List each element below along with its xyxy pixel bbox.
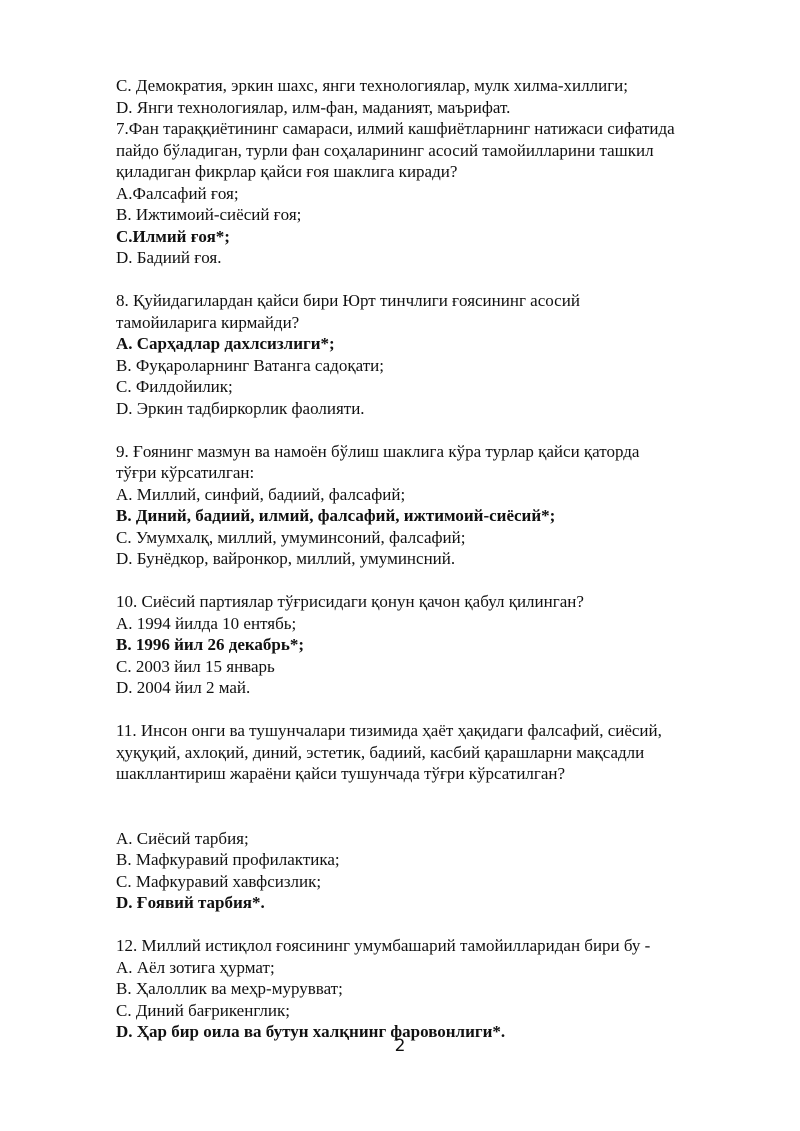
spacer [116,914,736,936]
question-line: 12. Миллий истиқлол ғоясининг умумбашарий тамойилларидан бири бу - [116,936,651,955]
correct-answer-line: B. Диний, бадиий, илмий, фалсафий, ижтимоий-сиёсий*; [116,506,556,525]
option-line: B. Ижтимоий-сиёсий ғоя; [116,205,302,224]
spacer [116,570,736,592]
option-line: D. 2004 йил 2 май. [116,678,251,697]
question-line: қиладиган фикрлар қайси ғоя шаклига киради? [116,162,458,181]
question-line: тўғри кўрсатилган: [116,463,255,482]
option-line: A.Фалсафий ғоя; [116,183,239,203]
question-line: 9. Ғоянинг мазмун ва намоён бўлиш шаклига кўра турлар қайси қаторда [116,441,640,461]
question-line: ҳуқуқий, ахлоқий, диний, эстетик, бадиий, касбий қарашларни мақсадли [116,742,645,762]
option-line: D. Бунёдкор, вайронкор, миллий, умуминсний. [116,549,456,568]
option-line: A. Миллий, синфий, бадиий, фалсафий; [116,484,406,504]
option-line: D. Эркин тадбиркорлик фаолияти. [116,398,365,418]
option-line: C. Демократия, эркин шахс, янги технологиялар, мулк хилма-хиллиги; [116,76,629,95]
option-line: C. 2003 йил 15 январь [116,656,275,676]
option-line: C. Умумхалқ, миллий, умуминсоний, фалсафий; [116,527,466,547]
option-line: D. Янги технологиялар, илм-фан, маданият, маърифат. [116,97,511,117]
option-line: B. Фуқароларнинг Ватанга садоқати; [116,355,384,375]
spacer [116,785,736,828]
option-line: A. Аёл зотига ҳурмат; [116,957,275,977]
question-line: 11. Инсон онги ва тушунчалари тизимида ҳаёт ҳақидаги фалсафий, сиёсий, [116,721,662,740]
option-line: D. Бадиий ғоя. [116,248,222,267]
question-line: тамойиларига кирмайди? [116,312,300,332]
question-line: 7.Фан тараққиётининг самараси, илмий кашфиётларнинг натижаси сифатида [116,119,675,138]
spacer [116,699,736,721]
correct-answer-line: C.Илмий ғоя*; [116,226,230,246]
correct-answer-line: D. Ҳар бир оила ва бутун халқнинг фаровонлиги*. [116,1022,506,1041]
option-line: C. Филдойилик; [116,377,233,396]
document-page [116,75,736,1043]
option-line: A. Сиёсий тарбия; [116,828,249,848]
option-line: B. Ҳалоллик ва меҳр-мурувват; [116,979,343,998]
spacer [116,419,736,441]
option-line: C. Мафкуравий хавфсизлик; [116,871,322,891]
spacer [116,269,736,291]
option-line: B. Мафкуравий профилактика; [116,850,340,869]
correct-answer-line: A. Сарҳадлар дахлсизлиги*; [116,334,335,353]
question-line: пайдо бўладиган, турли фан соҳаларининг асосий тамойилларини ташкил [116,140,654,160]
correct-answer-line: B. 1996 йил 26 декабрь*; [116,635,305,654]
page-number: 2 [394,1036,406,1056]
question-line: шакллантириш жараёни қайси тушунчада тўғри кўрсатилган? [116,764,566,783]
question-line: 8. Қуйидагилардан қайси бири Юрт тинчлиги ғоясининг асосий [116,291,580,310]
correct-answer-line: D. Ғоявий тарбия*. [116,893,265,912]
option-line: C. Диний бағрикенглик; [116,1000,290,1020]
question-line: 10. Сиёсий партиялар тўғрисидаги қонун қачон қабул қилинган? [116,592,584,611]
option-line: A. 1994 йилда 10 ентябь; [116,613,297,633]
